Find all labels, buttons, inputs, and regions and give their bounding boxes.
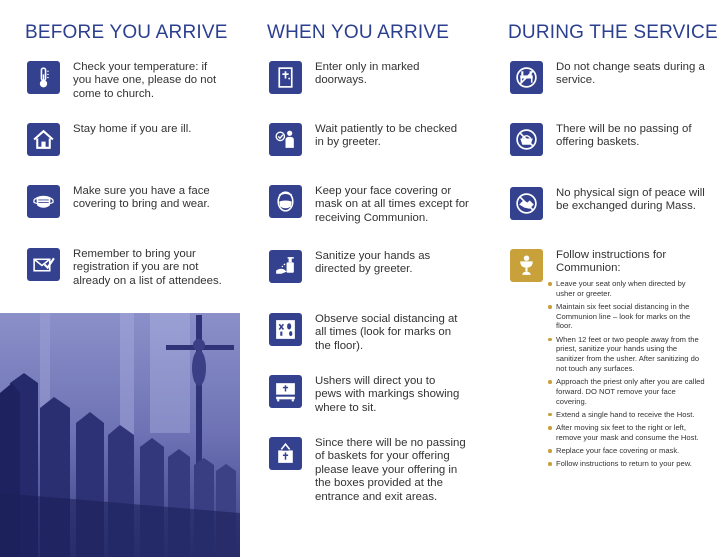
before-item-face-covering: [27, 185, 227, 218]
when-item-text: Sanitize your hands as directed by greeter.: [315, 250, 431, 276]
when-item-text: Keep your face covering or mask on at all times except for receiving Communion.: [315, 185, 469, 224]
before-item-stay-home: [27, 123, 227, 156]
before-item-text: Check your temperature: if you have one, please do not come to church.: [73, 61, 217, 100]
during-the-service-heading: DURING THE SERVICE: [508, 22, 718, 43]
masked-face-icon: [269, 185, 302, 218]
communion-step: Replace your face covering or mask.: [548, 446, 706, 456]
before-item-text: Make sure you have a face covering to bring and wear.: [73, 185, 210, 211]
during-item-seats: [510, 61, 710, 94]
when-you-arrive-heading: WHEN YOU ARRIVE: [267, 22, 450, 43]
no-handshake-icon: [510, 187, 543, 220]
before-item-temperature: [27, 61, 227, 101]
face-mask-icon: [27, 185, 60, 218]
chalice-icon: [510, 249, 543, 282]
communion-step: After moving six feet to the right or left, remove your mask and consume the Host.: [548, 423, 706, 442]
during-item-peace: [510, 187, 710, 220]
before-item-text: Remember to bring your registration if you are not already on a list of attendees.: [73, 248, 222, 287]
house-icon: [27, 123, 60, 156]
when-item-text: Enter only in marked doorways.: [315, 61, 420, 87]
communion-step: Approach the priest only after you are called forward. DO NOT remove your face covering.: [548, 377, 706, 406]
during-item-text: There will be no passing of offering baskets.: [556, 123, 692, 149]
when-item-sanitize: [269, 250, 469, 283]
when-item-ushers: [269, 375, 469, 415]
envelope-check-icon: [27, 248, 60, 281]
offering-box-icon: [269, 437, 302, 470]
no-seat-change-icon: [510, 61, 543, 94]
before-you-arrive-heading: BEFORE YOU ARRIVE: [25, 22, 228, 43]
communion-step: Leave your seat only when directed by usher or greeter.: [548, 279, 706, 298]
communion-step: Maintain six feet social distancing in the Communion line – look for marks on the floor.: [548, 302, 706, 331]
during-item-text: Do not change seats during a service.: [556, 61, 705, 87]
when-item-doorways: [269, 61, 469, 94]
hand-sanitizer-icon: [269, 250, 302, 283]
when-item-text: Since there will be no passing of baskets for your offering please leave your offering in the boxes provided at the entrance and exit areas.: [315, 437, 466, 503]
during-item-baskets: [510, 123, 710, 156]
greeter-check-icon: [269, 123, 302, 156]
pew-icon: [269, 375, 302, 408]
during-item-text: No physical sign of peace will be exchanged during Mass.: [556, 187, 705, 213]
thermometer-icon: [27, 61, 60, 94]
during-item-text: Follow instructions for Communion:: [556, 249, 667, 275]
when-item-text: Wait patiently to be checked in by greeter.: [315, 123, 458, 149]
when-item-text: Ushers will direct you to pews with markings showing where to sit.: [315, 375, 460, 414]
no-basket-icon: [510, 123, 543, 156]
communion-steps-list: [548, 279, 706, 473]
door-icon: [269, 61, 302, 94]
distance-marks-icon: [269, 313, 302, 346]
when-item-mask: [269, 185, 469, 225]
when-item-distancing: [269, 313, 469, 353]
before-item-registration: [27, 248, 227, 288]
church-pews-crucifix-image: [0, 313, 240, 557]
when-item-text: Observe social distancing at all times (look for marks on the floor).: [315, 313, 458, 352]
communion-step: When 12 feet or two people away from the priest, sanitize your hands using the sanitizer from the usher. After sanitizing do not touch any surfaces.: [548, 335, 706, 374]
communion-step: Extend a single hand to receive the Host.: [548, 410, 706, 420]
when-item-check-in: [269, 123, 469, 156]
before-item-text: Stay home if you are ill.: [73, 123, 192, 135]
when-item-offering: [269, 437, 469, 504]
communion-step: Follow instructions to return to your pew.: [548, 459, 706, 469]
during-item-communion: [510, 249, 710, 282]
